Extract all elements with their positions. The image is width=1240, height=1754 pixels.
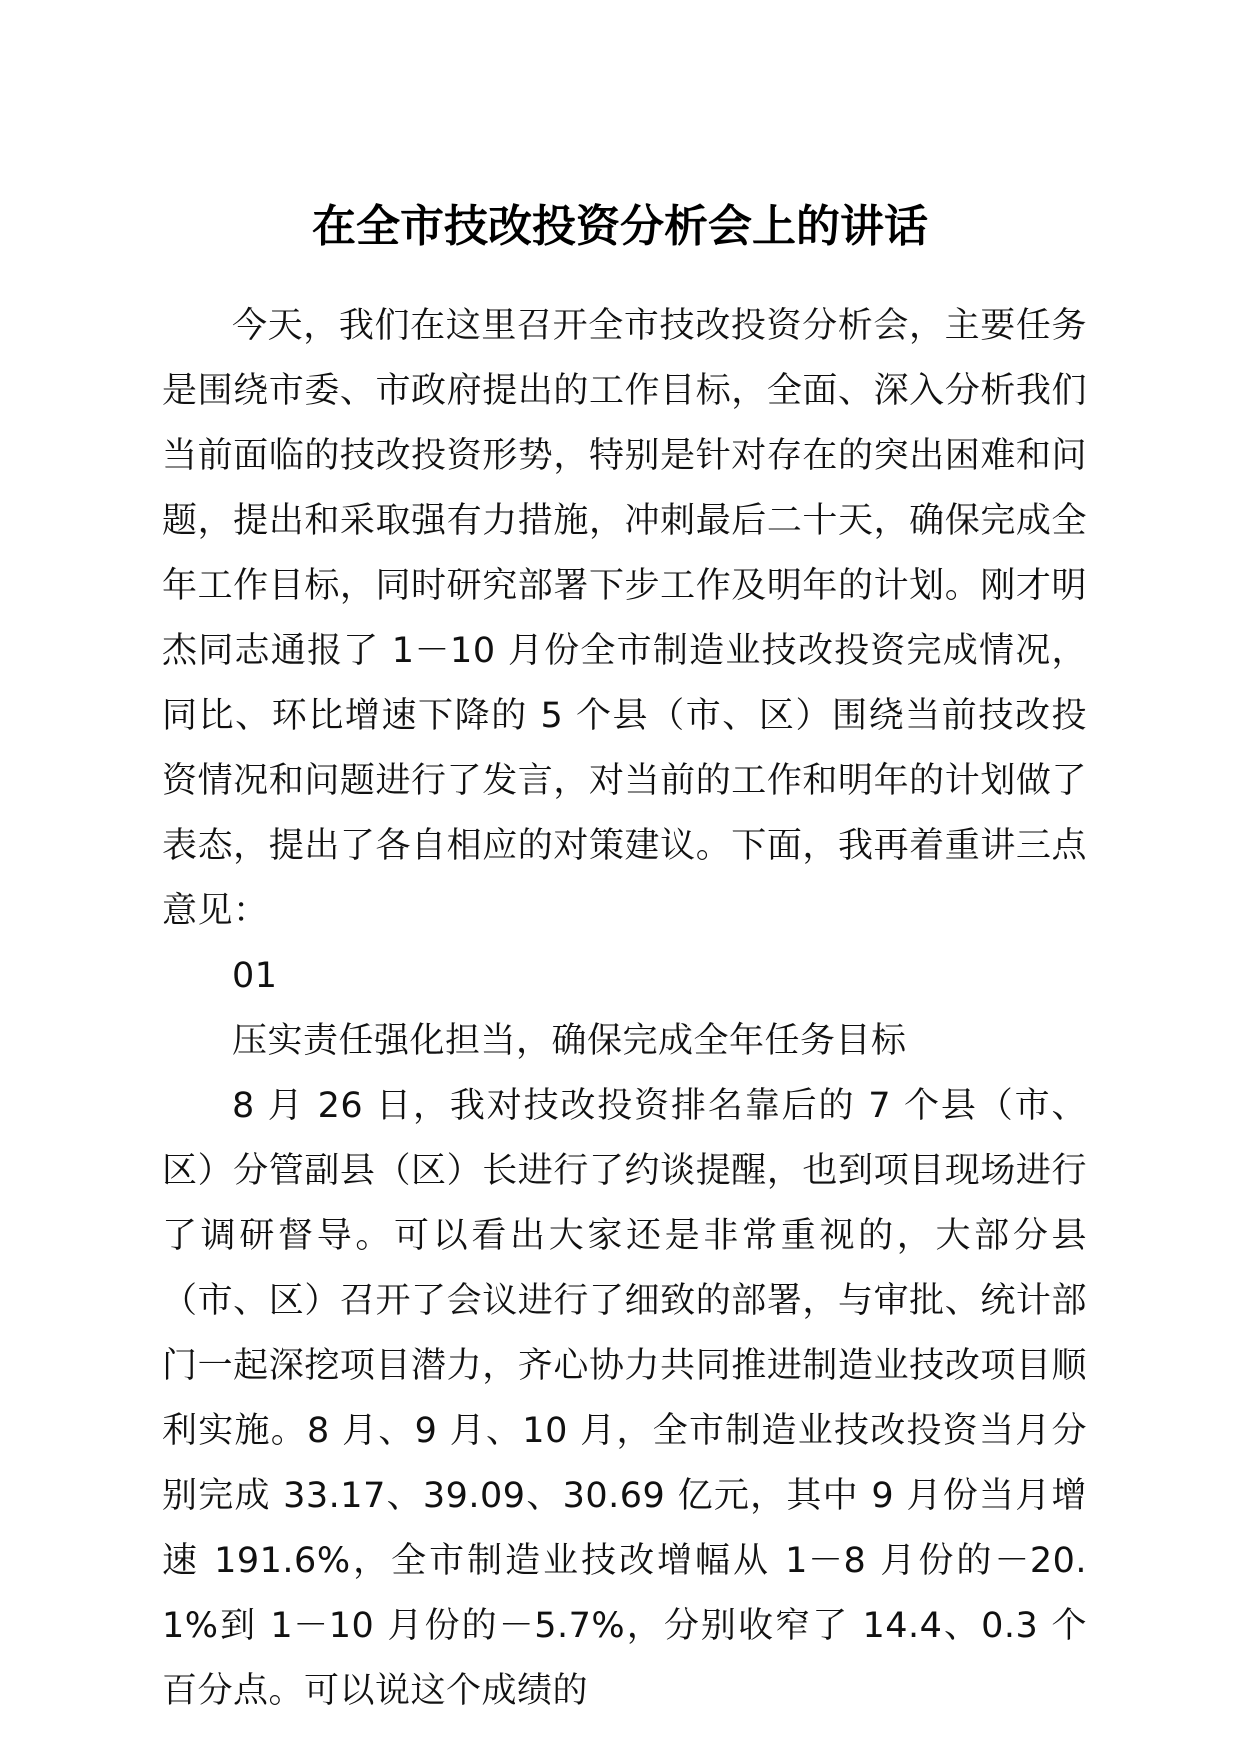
- document-title: 在全市技改投资分析会上的讲话: [312, 201, 928, 252]
- section-heading: 压实责任强化担当，确保完成全年任务目标: [232, 1021, 907, 1061]
- paragraph-section-1: 8 月 26 日，我对技改投资排名靠后的 7 个县（市、区）分管副县（区）长进行了约谈提醒，也到项目现场进行了调研督导。可以看出大家还是非常重视的，大部分县（市、区）召开了会议进行了细致的部署，与审批、统计部门一起深挖项目潜力，齐心协力共同推进制造业技改项目顺利实施。8 月、9 月、10 月，全市制造业技改投资当月分别完成 33.17、39.09、30.69 亿元，其中 9 月份当月增速 191.6%，全市制造业技改增幅从 1－8 月份的－20.1%到 1－10 月份的－5.7%，分别收窄了 14.4、0.3 个百分点。可以说这个成绩的: [162, 1086, 1087, 1711]
- section-number: 01: [232, 956, 278, 996]
- paragraph-intro: 今天，我们在这里召开全市技改投资分析会，主要任务是围绕市委、市政府提出的工作目标，全面、深入分析我们当前面临的技改投资形势，特别是针对存在的突出困难和问题，提出和采取强有力措施，冲刺最后二十天，确保完成全年工作目标，同时研究部署下步工作及明年的计划。刚才明杰同志通报了 1－10 月份全市制造业技改投资完成情况，同比、环比增速下降的 5 个县（市、区）围绕当前技改投资情况和问题进行了发言，对当前的工作和明年的计划做了表态，提出了各自相应的对策建议。下面，我再着重讲三点意见：: [162, 306, 1087, 931]
- document-body: [162, 294, 1087, 1724]
